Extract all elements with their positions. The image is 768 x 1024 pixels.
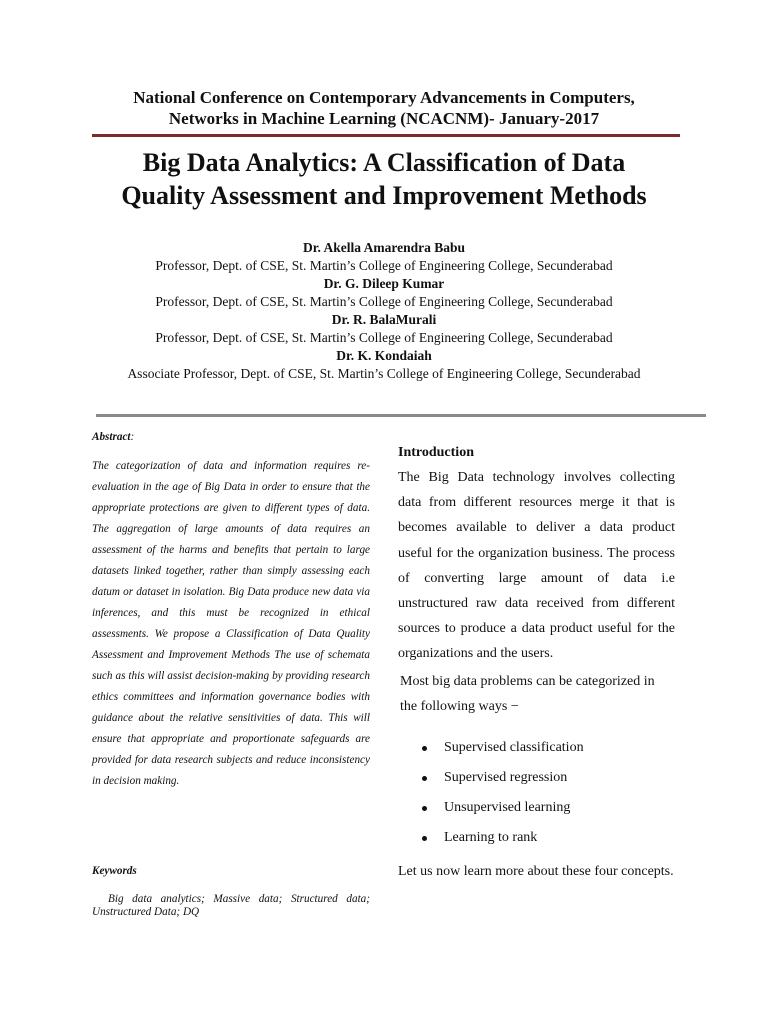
list-item [398,793,675,823]
keywords-heading: Keywords [92,865,137,877]
author-affiliation: Professor, Dept. of CSE, St. Martin’s College of Engineering College, Secunderabad [155,294,613,309]
list-item [398,823,675,853]
list-item [398,763,675,793]
header-divider [92,134,680,137]
abstract-heading-colon: : [130,431,135,443]
author-name: Dr. R. BalaMurali [331,312,437,327]
introduction-heading: Introduction [398,445,474,460]
problem-categories-list [398,733,675,853]
introduction-lead-in: Most big data problems can be categorized in the following ways − [400,673,655,714]
introduction-section [398,440,675,884]
author-list [0,239,768,383]
introduction-closing: Let us now learn more about these four concepts. [398,863,674,879]
list-item-label: Supervised classification [444,739,584,755]
abstract-heading-label: Abstract [92,431,131,443]
bullet-icon [422,776,427,781]
author-affiliation: Professor, Dept. of CSE, St. Martin’s College of Engineering College, Secunderabad [155,330,613,345]
abstract-section [92,428,370,792]
author-name: Dr. G. Dileep Kumar [323,276,445,291]
abstract-heading [92,428,370,446]
abstract-text: The categorization of data and information requires re-evaluation in the age of Big Data in order to ensure that the appropriate protections are given to different types of data. The aggregation of large amounts of data requires an assessment of the harms and benefits that pertain to large datasets linked together, rather than simply assessing each datum or dataset in isolation. Big Data produce new data via inferences, and this must be recognized in ethical assessments. We propose a Classification of Data Quality Assessment and Improvement Methods The use of schemata such as this will assist decision-making by providing research ethics committees and information governance bodies with guidance about the relative sensitivities of data. This will ensure that appropriate and proportionate safeguards are provided for data research subjects and reduce inconsistency in decision making. [92,460,370,787]
list-item [398,733,675,763]
conference-line-1: National Conference on Contemporary Advancements in Computers, [133,88,635,107]
author-name: Dr. K. Kondaiah [336,348,432,363]
bullet-icon [422,746,427,751]
section-divider [96,414,706,417]
conference-line-2: Networks in Machine Learning (NCACNM)- January-2017 [168,109,600,128]
conference-header [0,87,768,129]
list-item-label: Unsupervised learning [444,799,571,815]
author-affiliation: Associate Professor, Dept. of CSE, St. Martin’s College of Engineering College, Secunderabad [127,366,641,381]
author-name: Dr. Akella Amarendra Babu [302,240,466,255]
bullet-icon [422,806,427,811]
list-item-label: Supervised regression [444,769,568,785]
author-affiliation: Professor, Dept. of CSE, St. Martin’s College of Engineering College, Secunderabad [155,258,613,273]
list-item-label: Learning to rank [444,829,538,845]
introduction-text: The Big Data technology involves collecting data from different resources merge it that is becomes available to deliver a data product useful for the organization business. The process of converting large amount of data i.e unstructured raw data received from different sources to produce a data product useful for the organizations and the users. [398,470,675,662]
paper-title-line-2: Quality Assessment and Improvement Methods [121,181,647,210]
bullet-icon [422,836,427,841]
paper-title [0,146,768,212]
keywords-text: Big data analytics; Massive data; Structured data; Unstructured Data; DQ [92,893,370,918]
paper-title-line-1: Big Data Analytics: A Classification of Data [142,148,626,177]
